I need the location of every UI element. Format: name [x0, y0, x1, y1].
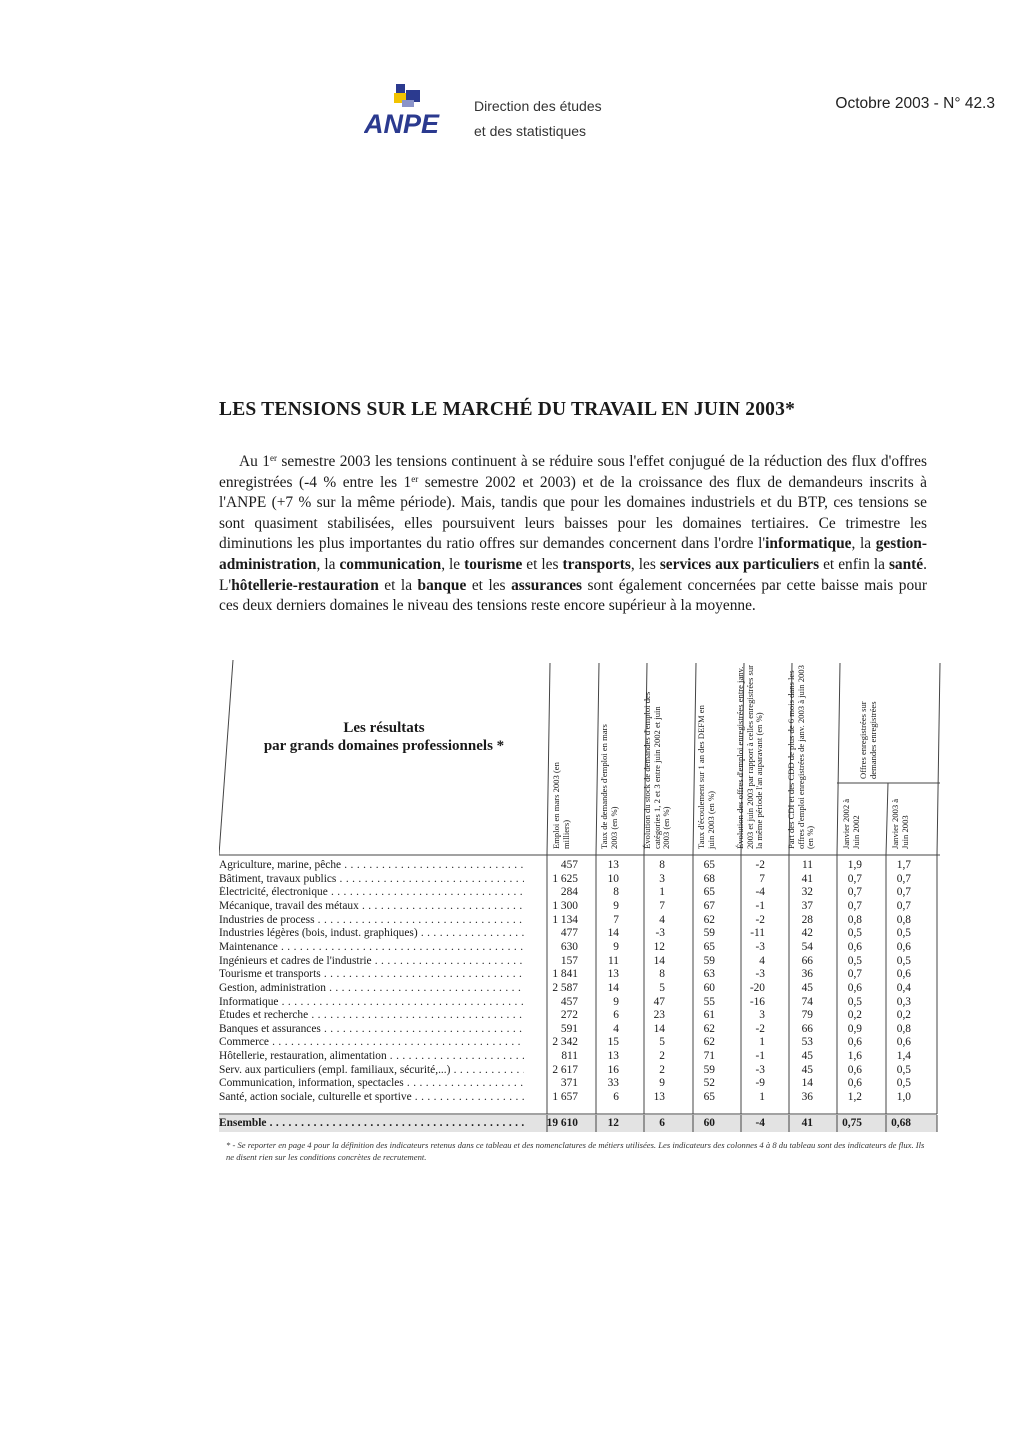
row-label: Hôtellerie, restauration, alimentation . . . [219, 1050, 524, 1064]
cell-col-8: 0,7 [896, 872, 911, 885]
cell-col-2: 6 [613, 1091, 619, 1104]
cell-col-7: 0,6 [847, 940, 862, 953]
cell-col-6: 45 [801, 1063, 813, 1076]
cell-col-4: 68 [703, 872, 715, 885]
cell-col-4: 62 [703, 1022, 715, 1035]
cell-col-5: -4 [755, 886, 765, 899]
results-table [219, 655, 941, 1135]
cell-col-2: 12 [607, 1117, 619, 1129]
cell-col-3: 23 [653, 1009, 665, 1022]
row-label: Industries de process . . . [219, 914, 524, 928]
cell-col-7: 0,2 [847, 1009, 862, 1022]
cell-col-6: 45 [801, 1050, 813, 1063]
col-header-2002: Janvier 2002 à Juin 2002 [841, 798, 861, 849]
cell-col-1: 811 [561, 1050, 578, 1063]
cell-col-6: 41 [801, 872, 813, 885]
cell-col-6: 36 [801, 1091, 813, 1104]
issue-number: Octobre 2003 - N° 42.3 [835, 95, 995, 112]
cell-col-3: 5 [659, 981, 665, 994]
table-row [219, 996, 929, 1010]
cell-col-5: -2 [755, 859, 765, 871]
cell-col-5: -3 [755, 940, 765, 953]
col-header-evolution-offres: Évolution des offres d'emploi enregistrées entre janv. 2003 et juin 2003 par rapport à celles enregistrées sur la même période l'an auparavant (en %) [735, 665, 765, 849]
cell-col-4: 71 [703, 1050, 715, 1063]
cell-col-5: -2 [755, 913, 765, 926]
department-name [474, 94, 602, 144]
cell-col-3: 4 [659, 913, 665, 926]
table-row [219, 1023, 929, 1037]
cell-col-4: 63 [703, 968, 715, 981]
cell-col-7: 0,7 [847, 886, 862, 899]
cell-col-8: 0,6 [896, 1036, 911, 1049]
cell-col-4: 59 [703, 927, 715, 940]
intro-paragraph: Au 1er semestre 2003 les tensions continuent à se réduire sous l'effet conjugué de la réduction des flux d'offres enregistrées (-4 % entre les 1er semestre 2002 et 2003) et de la croissance des flux de demandeurs inscrits à l'ANPE (+7 % sur la même période). Mais, tandis que pour les domaines industriels et du BTP, ces tensions se sont quasiment stabilisées, elles poursuivent leurs baisses pour les domaines tertiaires. Ce trimestre les diminutions les plus importantes du ratio offres sur demandes concernent dans l'ordre l'informatique, la gestion-administration, la communication, le tourisme et les transports, les services aux particuliers et enfin la santé. L'hôtellerie-restauration et la banque et les assurances sont également concernées par cette baisse mais pour ces deux derniers domaines le niveau des tensions reste encore supérieur à la moyenne. [219, 453, 927, 615]
cell-col-6: 74 [801, 995, 813, 1008]
cell-col-6: 11 [802, 859, 813, 871]
table-row [219, 1077, 929, 1091]
cell-col-2: 10 [607, 872, 619, 885]
row-label: Électricité, électronique . . . [219, 886, 524, 900]
department-line-1: Direction des études [474, 98, 602, 114]
cell-col-1: 19 610 [546, 1117, 578, 1129]
cell-col-8: 0,6 [896, 940, 911, 953]
cell-col-5: -3 [755, 1063, 765, 1076]
cell-col-4: 65 [703, 940, 715, 953]
page-title: LES TENSIONS SUR LE MARCHÉ DU TRAVAIL EN JUIN 2003* [219, 399, 796, 420]
cell-col-7: 0,5 [847, 954, 862, 967]
table-row [219, 859, 929, 873]
cell-col-6: 66 [801, 954, 813, 967]
cell-col-1: 591 [560, 1022, 578, 1035]
cell-col-4: 65 [703, 886, 715, 899]
cell-col-4: 52 [703, 1077, 715, 1090]
col-header-part-cdi-cdd: Part des CDI et des CDD de plus de 6 mois dans les offres d'emploi enregistrées de janv. 2003 à juin 2003 (en %) [786, 665, 816, 849]
cell-col-2: 9 [613, 940, 619, 953]
col-header-2003: Janvier 2003 à Juin 2003 [890, 798, 910, 849]
cell-col-6: 36 [801, 968, 813, 981]
row-label: Gestion, administration . . . [219, 982, 524, 996]
cell-col-1: 1 841 [552, 968, 578, 981]
cell-col-1: 1 625 [552, 872, 578, 885]
cell-col-3: 6 [659, 1117, 665, 1129]
cell-col-1: 457 [560, 859, 578, 871]
cell-col-8: 0,8 [896, 1022, 911, 1035]
cell-col-5: -16 [749, 995, 765, 1008]
cell-col-3: 14 [653, 954, 665, 967]
table-row [219, 968, 929, 982]
cell-col-8: 0,68 [891, 1117, 911, 1129]
cell-col-5: -2 [755, 1022, 765, 1035]
cell-col-7: 0,6 [847, 1077, 862, 1090]
cell-col-8: 0,5 [896, 954, 911, 967]
cell-col-5: -1 [755, 899, 765, 912]
row-label: Commerce . . . [219, 1036, 524, 1050]
cell-col-4: 59 [703, 954, 715, 967]
cell-col-2: 4 [613, 1022, 619, 1035]
cell-col-1: 2 342 [552, 1036, 578, 1049]
cell-col-8: 0,5 [896, 1063, 911, 1076]
cell-col-2: 13 [607, 968, 619, 981]
cell-col-3: 13 [653, 1091, 665, 1104]
cell-col-6: 37 [801, 899, 813, 912]
cell-col-1: 157 [560, 954, 578, 967]
cell-col-2: 13 [607, 1050, 619, 1063]
cell-col-5: -11 [750, 927, 765, 940]
cell-col-4: 62 [703, 1036, 715, 1049]
cell-col-8: 0,7 [896, 886, 911, 899]
cell-col-3: 14 [653, 1022, 665, 1035]
cell-col-6: 14 [801, 1077, 813, 1090]
cell-col-2: 33 [607, 1077, 619, 1090]
table-row [219, 1091, 929, 1105]
cell-col-6: 32 [801, 886, 813, 899]
cell-col-4: 59 [703, 1063, 715, 1076]
table-title [219, 719, 549, 755]
cell-col-2: 14 [607, 927, 619, 940]
cell-col-1: 284 [560, 886, 578, 899]
cell-col-7: 0,8 [847, 913, 862, 926]
cell-col-7: 0,7 [847, 872, 862, 885]
cell-col-1: 457 [560, 995, 578, 1008]
cell-col-1: 1 134 [552, 913, 578, 926]
cell-col-6: 79 [801, 1009, 813, 1022]
cell-col-6: 41 [801, 1117, 813, 1129]
cell-col-1: 2 587 [552, 981, 578, 994]
row-label: Bâtiment, travaux publics . . . [219, 873, 524, 887]
cell-col-5: 4 [759, 954, 765, 967]
department-line-2: et des statistiques [474, 123, 587, 139]
cell-col-7: 0,6 [847, 1036, 862, 1049]
cell-col-8: 0,6 [896, 968, 911, 981]
cell-col-8: 0,5 [896, 927, 911, 940]
table-row [219, 886, 929, 900]
cell-col-6: 28 [801, 913, 813, 926]
row-label: Tourisme et transports . . . [219, 968, 524, 982]
cell-col-3: 3 [659, 872, 665, 885]
row-label: Mécanique, travail des métaux . . . [219, 900, 524, 914]
cell-col-2: 7 [613, 913, 619, 926]
cell-col-8: 1,4 [896, 1050, 911, 1063]
cell-col-7: 0,75 [842, 1117, 862, 1129]
cell-col-4: 60 [703, 1117, 715, 1129]
cell-col-1: 477 [560, 927, 578, 940]
table-total-row [219, 1117, 929, 1131]
cell-col-2: 14 [607, 981, 619, 994]
cell-col-4: 65 [703, 859, 715, 871]
row-label: Communication, information, spectacles . . . [219, 1077, 524, 1091]
row-label: Banques et assurances . . . [219, 1023, 524, 1037]
cell-col-5: -3 [755, 968, 765, 981]
cell-col-4: 62 [703, 913, 715, 926]
cell-col-2: 16 [607, 1063, 619, 1076]
cell-col-1: 1 300 [552, 899, 578, 912]
row-label: Études et recherche . . . [219, 1009, 524, 1023]
cell-col-8: 0,7 [896, 899, 911, 912]
table-row [219, 1036, 929, 1050]
cell-col-8: 1,0 [896, 1091, 911, 1104]
cell-col-1: 371 [560, 1077, 578, 1090]
cell-col-5: -9 [755, 1077, 765, 1090]
col-header-taux-demandes: Taux de demandes d'emploi en mars 2003 (en %) [599, 724, 619, 849]
row-label: Agriculture, marine, pêche . . . [219, 859, 524, 873]
cell-col-6: 53 [801, 1036, 813, 1049]
table-title-line-1: Les résultats [343, 720, 425, 736]
cell-col-7: 1,6 [847, 1050, 862, 1063]
cell-col-7: 0,6 [847, 1063, 862, 1076]
table-row [219, 1050, 929, 1064]
table-row [219, 941, 929, 955]
cell-col-7: 0,6 [847, 981, 862, 994]
cell-col-1: 2 617 [552, 1063, 578, 1076]
table-row [219, 927, 929, 941]
cell-col-4: 67 [703, 899, 715, 912]
cell-col-1: 272 [560, 1009, 578, 1022]
row-label: Ingénieurs et cadres de l'industrie . . . [219, 955, 524, 969]
col-group-header-offres-demandes: Offres enregistrées sur demandes enregistrées [858, 701, 878, 779]
table-row [219, 955, 929, 969]
cell-col-2: 15 [607, 1036, 619, 1049]
col-header-evolution-stock: Évolution du stock de demandes d'emploi des catégories 1, 2 et 3 entre juin 2002 et juin 2003 (en %) [642, 691, 672, 849]
cell-col-3: 12 [653, 940, 665, 953]
cell-col-5: 1 [759, 1036, 765, 1049]
cell-col-3: 7 [659, 899, 665, 912]
cell-col-8: 1,7 [896, 859, 911, 871]
cell-col-7: 0,5 [847, 995, 862, 1008]
cell-col-2: 11 [608, 954, 619, 967]
cell-col-3: 1 [659, 886, 665, 899]
cell-col-7: 0,7 [847, 968, 862, 981]
cell-col-6: 45 [801, 981, 813, 994]
cell-col-7: 0,5 [847, 927, 862, 940]
cell-col-3: 8 [659, 859, 665, 871]
table-row [219, 914, 929, 928]
cell-col-3: 47 [653, 995, 665, 1008]
logo-text: ANPE [364, 109, 440, 136]
cell-col-5: -1 [755, 1050, 765, 1063]
cell-col-4: 61 [703, 1009, 715, 1022]
cell-col-7: 1,2 [847, 1091, 862, 1104]
cell-col-3: 8 [659, 968, 665, 981]
table-row [219, 1009, 929, 1023]
cell-col-2: 13 [607, 859, 619, 871]
cell-col-8: 0,8 [896, 913, 911, 926]
table-title-line-2: par grands domaines professionnels * [263, 738, 505, 754]
anpe-logo [364, 82, 450, 136]
cell-col-6: 54 [801, 940, 813, 953]
row-label: Maintenance . . . [219, 941, 524, 955]
cell-col-7: 0,7 [847, 899, 862, 912]
row-label: Serv. aux particuliers (empl. familiaux, sécurité,...) . . . [219, 1064, 524, 1078]
table-row [219, 900, 929, 914]
row-label: Informatique . . . [219, 996, 524, 1010]
cell-col-2: 8 [613, 886, 619, 899]
cell-col-3: -3 [655, 927, 665, 940]
table-row [219, 1064, 929, 1078]
row-label: Industries légères (bois, indust. graphiques) . . . [219, 927, 524, 941]
cell-col-6: 42 [801, 927, 813, 940]
cell-col-6: 66 [801, 1022, 813, 1035]
cell-col-2: 9 [613, 995, 619, 1008]
cell-col-4: 60 [703, 981, 715, 994]
row-label: Ensemble . . . [219, 1117, 524, 1131]
cell-col-8: 0,4 [896, 981, 911, 994]
cell-col-5: 7 [759, 872, 765, 885]
cell-col-3: 5 [659, 1036, 665, 1049]
cell-col-7: 0,9 [847, 1022, 862, 1035]
cell-col-4: 55 [703, 995, 715, 1008]
cell-col-8: 0,3 [896, 995, 911, 1008]
cell-col-3: 2 [659, 1050, 665, 1063]
col-header-taux-ecoulement: Taux d'écoulement sur 1 an des DEFM en juin 2003 (en %) [696, 705, 716, 849]
cell-col-3: 2 [659, 1063, 665, 1076]
cell-col-2: 6 [613, 1009, 619, 1022]
table-row [219, 982, 929, 996]
col-header-emploi: Emploi en mars 2003 (en milliers) [551, 762, 571, 849]
cell-col-1: 630 [560, 940, 578, 953]
cell-col-7: 1,9 [847, 859, 862, 871]
cell-col-3: 9 [659, 1077, 665, 1090]
table-footnote: * - Se reporter en page 4 pour la définition des indicateurs retenus dans ce tableau et des nomenclatures de métiers utilisées. Les indicateurs des colonnes 4 à 8 du tableau sont des indicateurs de flux. Ils ne disent rien sur les conditions concrètes de recrutement. [226, 1140, 925, 1162]
row-label: Santé, action sociale, culturelle et sportive . . . [219, 1091, 524, 1105]
cell-col-8: 0,2 [896, 1009, 911, 1022]
table-row [219, 873, 929, 887]
cell-col-5: -20 [749, 981, 765, 994]
cell-col-1: 1 657 [552, 1091, 578, 1104]
cell-col-5: -4 [755, 1117, 765, 1129]
cell-col-5: 3 [759, 1009, 765, 1022]
cell-col-8: 0,5 [896, 1077, 911, 1090]
cell-col-2: 9 [613, 899, 619, 912]
cell-col-4: 65 [703, 1091, 715, 1104]
cell-col-5: 1 [759, 1091, 765, 1104]
